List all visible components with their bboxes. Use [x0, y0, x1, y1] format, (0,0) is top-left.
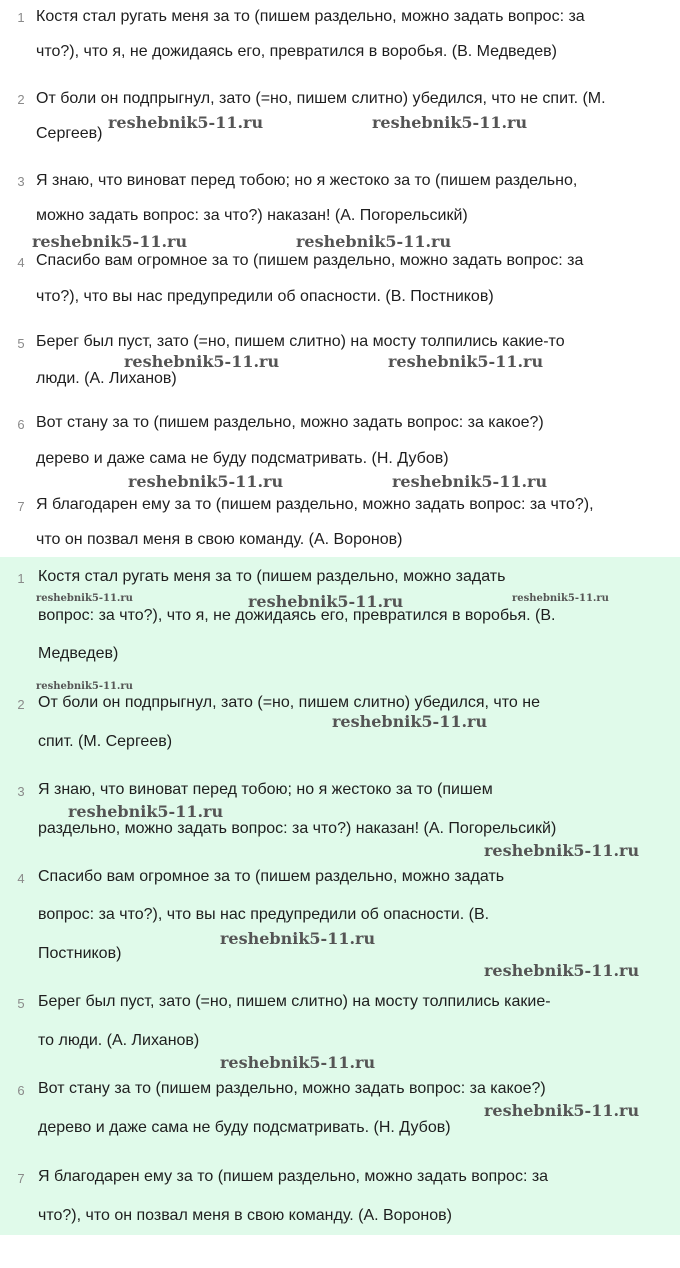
item-line: Медведев): [38, 645, 119, 662]
item-line: Костя стал ругать меня за то (пишем раздельно, можно задать: [38, 568, 506, 585]
watermark: reshebnik5-11.ru: [128, 472, 284, 491]
item-number: 4: [17, 255, 25, 270]
item-number: 5: [17, 996, 25, 1011]
item-line: От боли он подпрыгнул, зато (=но, пишем слитно) убедился, что не: [38, 694, 540, 711]
watermark: reshebnik5-11.ru: [484, 841, 640, 860]
watermark: reshebnik5-11.ru: [248, 592, 404, 611]
watermark: reshebnik5-11.ru: [332, 712, 488, 731]
item-line: что?), что я, не дожидаясь его, превратился в воробья. (В. Медведев): [36, 43, 557, 60]
item-line: раздельно, можно задать вопрос: за что?) наказан! (А. Погорельсикй): [38, 820, 557, 837]
item-line: Вот стану за то (пишем раздельно, можно задать вопрос: за какое?): [36, 414, 544, 431]
item-line: Постников): [38, 945, 122, 962]
item-number: 7: [17, 1171, 25, 1186]
item-line: спит. (М. Сергеев): [38, 733, 173, 750]
item-line: что?), что он позвал меня в свою команду. (А. Воронов): [38, 1207, 452, 1224]
item-number: 6: [17, 1083, 25, 1098]
item-line: люди. (А. Лиханов): [36, 370, 177, 387]
item-line: Я знаю, что виноват перед тобою; но я жестоко за то (пишем раздельно,: [36, 172, 578, 189]
item-line: вопрос: за что?), что вы нас предупредили об опасности. (В.: [38, 906, 490, 923]
watermark: reshebnik5-11.ru: [296, 232, 452, 251]
item-line: дерево и даже сама не буду подсматривать. (Н. Дубов): [36, 450, 449, 467]
item-line: что?), что вы нас предупредили об опасности. (В. Постников): [36, 288, 494, 305]
item-line: Я благодарен ему за то (пишем раздельно, можно задать вопрос: за что?),: [36, 496, 594, 513]
watermark: reshebnik5-11.ru: [220, 929, 376, 948]
watermark: reshebnik5-11.ru: [36, 681, 133, 692]
item-number: 1: [17, 571, 25, 586]
item-line: Берег был пуст, зато (=но, пишем слитно) на мосту толпились какие-: [38, 993, 551, 1010]
watermark: reshebnik5-11.ru: [124, 352, 280, 371]
watermark: reshebnik5-11.ru: [392, 472, 548, 491]
item-line: Спасибо вам огромное за то (пишем раздельно, можно задать: [38, 868, 505, 885]
item-line: Костя стал ругать меня за то (пишем раздельно, можно задать вопрос: за: [36, 8, 585, 25]
watermark: reshebnik5-11.ru: [108, 113, 264, 132]
item-line: Спасибо вам огромное за то (пишем раздельно, можно задать вопрос: за: [36, 252, 584, 269]
item-line: что он позвал меня в свою команду. (А. Воронов): [36, 531, 403, 548]
item-line: можно задать вопрос: за что?) наказан! (А. Погорельсикй): [36, 207, 468, 224]
watermark: reshebnik5-11.ru: [388, 352, 544, 371]
item-line: вопрос: за что?), что я, не дожидаясь его, превратился в воробья. (В.: [38, 607, 556, 624]
watermark: reshebnik5-11.ru: [36, 593, 133, 604]
watermark: reshebnik5-11.ru: [484, 961, 640, 980]
item-number: 3: [17, 174, 25, 189]
answer-section-plain: [0, 0, 680, 557]
item-line: Берег был пуст, зато (=но, пишем слитно) на мосту толпились какие-то: [36, 333, 565, 350]
watermark: reshebnik5-11.ru: [32, 232, 188, 251]
item-number: 3: [17, 784, 25, 799]
watermark: reshebnik5-11.ru: [68, 802, 224, 821]
watermark: reshebnik5-11.ru: [512, 593, 609, 604]
watermark: reshebnik5-11.ru: [220, 1053, 376, 1072]
item-number: 1: [17, 10, 25, 25]
item-number: 6: [17, 417, 25, 432]
item-line: От боли он подпрыгнул, зато (=но, пишем слитно) убедился, что не спит. (М.: [36, 90, 606, 107]
item-number: 4: [17, 871, 25, 886]
item-line: Я благодарен ему за то (пишем раздельно, можно задать вопрос: за: [38, 1168, 549, 1185]
item-number: 2: [17, 697, 25, 712]
item-line: Сергеев): [36, 125, 103, 142]
item-number: 2: [17, 92, 25, 107]
watermark: reshebnik5-11.ru: [484, 1101, 640, 1120]
item-number: 7: [17, 499, 25, 514]
item-number: 5: [17, 336, 25, 351]
item-line: Вот стану за то (пишем раздельно, можно задать вопрос: за какое?): [38, 1080, 546, 1097]
item-line: дерево и даже сама не буду подсматривать. (Н. Дубов): [38, 1119, 451, 1136]
item-line: Я знаю, что виноват перед тобою; но я жестоко за то (пишем: [38, 781, 493, 798]
watermark: reshebnik5-11.ru: [372, 113, 528, 132]
item-line: то люди. (А. Лиханов): [38, 1032, 200, 1049]
